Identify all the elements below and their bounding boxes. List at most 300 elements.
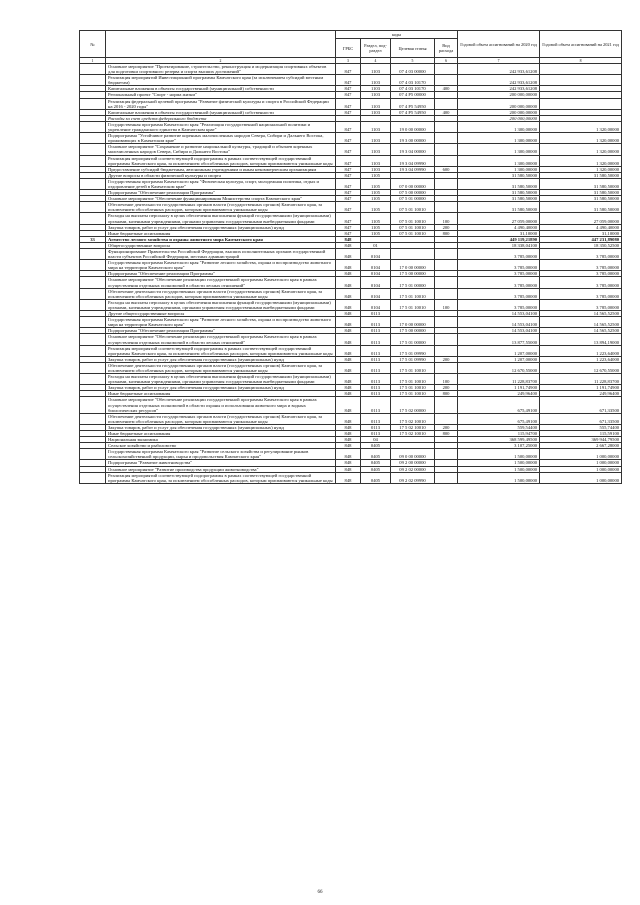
row-target: 07 0 00 00000 — [391, 178, 435, 189]
row-razdel: 1103 — [361, 98, 391, 109]
row-vid — [435, 178, 458, 189]
row-vid — [435, 277, 458, 288]
row-razdel: 0113 — [361, 391, 391, 397]
table-row — [80, 98, 622, 109]
row-razdel: 0113 — [361, 328, 391, 334]
row-number — [80, 345, 106, 356]
row-amount-2020: 559,54400 — [458, 424, 540, 430]
row-grbs: 847 — [336, 155, 361, 166]
row-amount-2020: 1 191,74900 — [458, 385, 540, 391]
row-amount-2021: 3 785,00000 — [540, 288, 622, 299]
row-grbs: 848 — [336, 345, 361, 356]
row-number — [80, 178, 106, 189]
row-amount-2021: 3 785,00000 — [540, 299, 622, 310]
row-grbs: 847 — [336, 178, 361, 189]
row-name: Расходы на выплаты персоналу в целях обеспечения выполнения функций государственными (муниципальными) органами, казенными учреждениями, органами управления государственными внебюджетными фондами — [106, 299, 336, 310]
row-grbs: 847 — [336, 144, 361, 155]
row-target: 07 4 03 00000 — [391, 64, 435, 75]
table-row — [80, 449, 622, 460]
row-target: 17 5 01 00000 — [391, 334, 435, 345]
row-name: Основное мероприятие "Обеспечение реализации государственной программы Камчатского края в рамках осуществления отдельных полномочий в области охраны и использования животного мира и водных биологических ресурсов" — [106, 397, 336, 413]
row-name: Государственная программа Камчатского края "Реализация государственной национальной политики и укрепление гражданского единства в Камчатском крае" — [106, 121, 336, 132]
row-razdel: 1103 — [361, 75, 391, 86]
row-amount-2021: 1 000,00000 — [540, 466, 622, 472]
row-target: 09 0 00 00000 — [391, 449, 435, 460]
row-vid: 100 — [435, 213, 458, 224]
header-vid: Вид расхода — [435, 39, 458, 58]
row-amount-2020: 14 553,04100 — [458, 317, 540, 328]
row-target: 07 5 01 10010 — [391, 224, 435, 230]
row-target: 17 5 02 10010 — [391, 413, 435, 424]
row-amount-2020: 3 785,00000 — [458, 299, 540, 310]
row-vid: 200 — [435, 424, 458, 430]
row-amount-2020: 249,96400 — [458, 391, 540, 397]
row-amount-2021: 671,33500 — [540, 397, 622, 413]
row-amount-2021: 447 231,89080 — [540, 236, 622, 242]
row-amount-2020: 1 300,00000 — [458, 133, 540, 144]
row-grbs: 848 — [336, 271, 361, 277]
page-number: 66 — [317, 890, 323, 895]
row-amount-2020: 4 490,40000 — [458, 224, 540, 230]
row-vid — [435, 397, 458, 413]
row-amount-2020: 31 580,50000 — [458, 172, 540, 178]
row-name: Расходы за счет средств федерального бюджета — [106, 115, 336, 121]
row-number — [80, 288, 106, 299]
row-name: Закупка товаров, работ и услуг для обеспечения государственных (муниципальных) нужд — [106, 424, 336, 430]
row-number — [80, 133, 106, 144]
row-grbs: 847 — [336, 230, 361, 236]
row-amount-2021: 671,33500 — [540, 413, 622, 424]
header-row-top — [80, 31, 622, 39]
row-name: Обеспечение деятельности государственных органов власти (государственных органов) Камчатского края, за исключением обособленных расходов, которым присваиваются уникальные коды — [106, 288, 336, 299]
table-row — [80, 202, 622, 213]
row-razdel: 1105 — [361, 224, 391, 230]
row-amount-2020: 3 785,00000 — [458, 260, 540, 271]
row-name: Государственная программа Камчатского края "Физическая культура, спорт, молодежная политика, отдых и оздоровление детей в Камчатском крае" — [106, 178, 336, 189]
row-amount-2020: 31 580,50000 — [458, 196, 540, 202]
row-amount-2021: 31,10000 — [540, 230, 622, 236]
row-amount-2021: 1 191,74900 — [540, 385, 622, 391]
row-amount-2020: 1 300,00000 — [458, 166, 540, 172]
table-row — [80, 413, 622, 424]
table-row — [80, 121, 622, 132]
row-name: Региональный проект "Спорт - норма жизни" — [106, 92, 336, 98]
row-name: Основное мероприятие "Проектирование, строительство, реконструкция и модернизация спортивных объектов для подготовки спортивного резерва и спорта высших достижений" — [106, 64, 336, 75]
row-amount-2021: 14 565,52500 — [540, 328, 622, 334]
row-razdel: 0113 — [361, 345, 391, 356]
row-razdel: 1105 — [361, 213, 391, 224]
row-amount-2021: 27 059,00000 — [540, 213, 622, 224]
table-row — [80, 397, 622, 413]
row-amount-2021: 555,74400 — [540, 424, 622, 430]
row-amount-2021: 1 000,00000 — [540, 472, 622, 483]
row-vid: 800 — [435, 431, 458, 437]
table-row — [80, 334, 622, 345]
row-amount-2020: 1 500,00000 — [458, 472, 540, 483]
row-target: 19 3 04 09990 — [391, 155, 435, 166]
row-name: Предоставление субсидий бюджетным, автономным учреждениям и иным некоммерческим организациям — [106, 166, 336, 172]
row-vid — [435, 75, 458, 86]
row-amount-2020: 14 553,04100 — [458, 311, 540, 317]
row-vid — [435, 144, 458, 155]
row-amount-2021: 1 000,00000 — [540, 460, 622, 466]
row-vid — [435, 288, 458, 299]
row-grbs: 848 — [336, 311, 361, 317]
row-amount-2020: 14 553,04100 — [458, 328, 540, 334]
row-amount-2020: 1 500,00000 — [458, 449, 540, 460]
row-amount-2020: 675,49100 — [458, 397, 540, 413]
row-amount-2020: 1 500,00000 — [458, 460, 540, 466]
row-amount-2021: 31 580,50000 — [540, 196, 622, 202]
row-grbs: 847 — [336, 92, 361, 98]
row-number — [80, 397, 106, 413]
row-amount-2021: 31 580,50000 — [540, 172, 622, 178]
row-amount-2021: 369 944,79500 — [540, 437, 622, 443]
row-amount-2020: 1 300,00000 — [458, 144, 540, 155]
row-target: 19 3 00 00000 — [391, 133, 435, 144]
header-name — [106, 31, 336, 58]
row-razdel: 0104 — [361, 249, 391, 260]
row-razdel: 0104 — [361, 288, 391, 299]
row-name: Иные бюджетные ассигнования — [106, 391, 336, 397]
row-amount-2021: 1 320,00000 — [540, 144, 622, 155]
row-amount-2021: 31 580,50000 — [540, 202, 622, 213]
row-amount-2020: 449 119,21890 — [458, 236, 540, 242]
row-amount-2021: 31 580,50000 — [540, 190, 622, 196]
row-amount-2020: 31 580,50000 — [458, 190, 540, 196]
row-amount-2020: 200 000,00000 — [458, 98, 540, 109]
row-number — [80, 75, 106, 86]
row-name: Национальная экономика — [106, 437, 336, 443]
table-row — [80, 288, 622, 299]
row-razdel: 1105 — [361, 196, 391, 202]
row-name: Государственная программа Камчатского края "Развитие сельского хозяйства и регулирование рынков сельскохозяйственной продукции, сырья и продовольствия Камчатского края" — [106, 449, 336, 460]
row-vid: 400 — [435, 86, 458, 92]
header-grbs: ГРБС — [336, 39, 361, 58]
row-razdel: 0405 — [361, 460, 391, 466]
header-target: Целевая статья — [391, 39, 435, 58]
row-grbs: 848 — [336, 242, 361, 248]
header-razdel: Раздел, под-раздел — [361, 39, 391, 58]
row-name: Расходы на выплаты персоналу в целях обеспечения выполнения функций государственными (муниципальными) органами, казенными учреждениями, органами управления государственными внебюджетными фондами — [106, 374, 336, 385]
row-target: 17 5 01 10010 — [391, 385, 435, 391]
row-name: Расходы на выплаты персоналу в целях обеспечения выполнения функций государственными (муниципальными) органами, казенными учреждениями, органами управления государственными внебюджетными фондами — [106, 213, 336, 224]
row-name: Иные бюджетные ассигнования — [106, 431, 336, 437]
row-amount-2020: 3 785,00000 — [458, 271, 540, 277]
row-razdel: 1103 — [361, 144, 391, 155]
row-grbs: 847 — [336, 64, 361, 75]
row-amount-2021: 249,96400 — [540, 391, 622, 397]
row-vid: 200 — [435, 224, 458, 230]
row-grbs: 847 — [336, 196, 361, 202]
row-razdel: 1103 — [361, 109, 391, 115]
row-razdel: 1103 — [361, 64, 391, 75]
row-target: 09 2 00 00000 — [391, 460, 435, 466]
row-razdel: 1103 — [361, 121, 391, 132]
row-amount-2020: 242 933,61208 — [458, 75, 540, 86]
row-amount-2020: 1 207,00000 — [458, 345, 540, 356]
row-razdel: 1105 — [361, 202, 391, 213]
row-amount-2020: 368 599,49500 — [458, 437, 540, 443]
row-vid — [435, 449, 458, 460]
row-amount-2021 — [540, 98, 622, 109]
col-index: 3 — [336, 58, 361, 64]
row-amount-2020: 3 785,00000 — [458, 277, 540, 288]
row-target: 19 3 04 00000 — [391, 144, 435, 155]
table-row — [80, 345, 622, 356]
row-grbs: 847 — [336, 109, 361, 115]
row-target: 19 0 00 00000 — [391, 121, 435, 132]
row-amount-2020: 13 877,55000 — [458, 334, 540, 345]
row-amount-2021: 1 320,00000 — [540, 166, 622, 172]
row-vid — [435, 121, 458, 132]
row-amount-2021: 1 320,00000 — [540, 133, 622, 144]
row-name: Обеспечение деятельности государственных органов власти (государственных органов) Камчатского края, за исключением обособленных расходов, которым присваиваются уникальные коды — [106, 202, 336, 213]
row-target — [391, 249, 435, 260]
row-number — [80, 277, 106, 288]
budget-table-sheet — [79, 30, 621, 484]
row-grbs: 847 — [336, 213, 361, 224]
row-amount-2021 — [540, 75, 622, 86]
row-amount-2020: 31,10000 — [458, 230, 540, 236]
row-target: 17 5 01 00000 — [391, 277, 435, 288]
col-index: 1 — [80, 58, 106, 64]
row-grbs: 848 — [336, 299, 361, 310]
row-name: Обеспечение деятельности государственных органов власти (государственных органов) Камчатского края, за исключением обособленных расходов, которым присваиваются уникальные коды — [106, 413, 336, 424]
row-target: 17 5 01 10010 — [391, 288, 435, 299]
row-vid — [435, 362, 458, 373]
row-amount-2021: 115,59100 — [540, 431, 622, 437]
row-name: Основное мероприятие "Обеспечение реализации государственной программы Камчатского края в рамках осуществления отдельных полномочий в области лесных отношений" — [106, 277, 336, 288]
row-name: Реализация федеральной целевой программы "Развитие физической культуры и спорта в Российской Федерации на 2016 - 2020 годы" — [106, 98, 336, 109]
table-row — [80, 178, 622, 189]
row-target: 07 4 03 10170 — [391, 75, 435, 86]
row-number — [80, 64, 106, 75]
row-amount-2021: 3 785,00000 — [540, 249, 622, 260]
row-name: Капитальные вложения в объекты государственной (муниципальной) собственности — [106, 109, 336, 115]
row-vid — [435, 317, 458, 328]
row-target: 17 5 01 09990 — [391, 356, 435, 362]
row-target: 17 5 00 00000 — [391, 328, 435, 334]
row-grbs: 848 — [336, 236, 361, 242]
row-grbs: 847 — [336, 121, 361, 132]
row-amount-2020: 18 338,04100 — [458, 242, 540, 248]
row-amount-2021 — [540, 64, 622, 75]
row-grbs: 847 — [336, 224, 361, 230]
table-row — [80, 362, 622, 373]
row-amount-2020: 12 670,55000 — [458, 362, 540, 373]
row-razdel: 0113 — [361, 356, 391, 362]
row-amount-2021: 3 785,00000 — [540, 260, 622, 271]
row-amount-2021: 1 320,00000 — [540, 155, 622, 166]
row-grbs: 848 — [336, 277, 361, 288]
row-name: Подпрограмма "Развитие животноводства" — [106, 460, 336, 466]
row-razdel: 0405 — [361, 449, 391, 460]
row-amount-2020: 200 000,00000 — [458, 109, 540, 115]
row-target: 17 5 02 00000 — [391, 397, 435, 413]
row-grbs: 847 — [336, 86, 361, 92]
col-index: 4 — [361, 58, 391, 64]
row-vid — [435, 98, 458, 109]
row-target: 07 4 P5 00000 — [391, 92, 435, 98]
row-number — [80, 249, 106, 260]
header-codes-group: коды — [336, 31, 458, 39]
row-name: Другие вопросы в области физической культуры и спорта — [106, 172, 336, 178]
row-target: 07 5 01 10010 — [391, 230, 435, 236]
row-amount-2021: 3 785,00000 — [540, 271, 622, 277]
row-target: 07 4 03 10170 — [391, 86, 435, 92]
row-razdel: 0113 — [361, 334, 391, 345]
row-name: Реализация мероприятий соответствующей подпрограммы в рамках соответствующей государственной программы Камчатского края, за исключением обособленных расходов, которым присваиваются уникальные коды — [106, 345, 336, 356]
row-target: 17 5 01 10010 — [391, 362, 435, 373]
row-razdel: 0104 — [361, 299, 391, 310]
row-amount-2020: 31 580,50000 — [458, 202, 540, 213]
row-target: 07 5 01 10010 — [391, 202, 435, 213]
row-name: Основное мероприятие "Сохранение и развитие национальной культуры, традиций и обычаев коренных малочисленных народов Севера, Сибири и Дальнего Востока" — [106, 144, 336, 155]
row-grbs: 848 — [336, 443, 361, 449]
row-razdel: 0113 — [361, 397, 391, 413]
row-grbs: 848 — [336, 472, 361, 483]
row-razdel: 0104 — [361, 271, 391, 277]
row-grbs: 848 — [336, 460, 361, 466]
row-target: 17 5 02 10010 — [391, 431, 435, 437]
row-name: Подпрограмма "Обеспечение реализации Программы" — [106, 328, 336, 334]
row-name: Подпрограмма "Обеспечение реализации Программы" — [106, 271, 336, 277]
row-amount-2021: 2 667,28000 — [540, 443, 622, 449]
col-index: 8 — [540, 58, 622, 64]
row-razdel: 1105 — [361, 178, 391, 189]
row-number — [80, 334, 106, 345]
row-grbs: 848 — [336, 374, 361, 385]
row-name: Иные бюджетные ассигнования — [106, 230, 336, 236]
table-row — [80, 144, 622, 155]
row-name: Обеспечение деятельности государственных органов власти (государственных органов) Камчатского края, за исключением обособленных расходов, которым присваиваются уникальные коды — [106, 362, 336, 373]
row-target: 07 5 00 00000 — [391, 190, 435, 196]
row-vid: 100 — [435, 299, 458, 310]
table-row — [80, 317, 622, 328]
row-amount-2020: 3 785,00000 — [458, 249, 540, 260]
row-name: Государственная программа Камчатского края "Развитие лесного хозяйства, охрана и воспроизводство животного мира на территории Камчатского края" — [106, 317, 336, 328]
row-name: Общегосударственные вопросы — [106, 242, 336, 248]
row-razdel: 0113 — [361, 311, 391, 317]
row-target: 19 3 04 09990 — [391, 166, 435, 172]
row-razdel: 0113 — [361, 413, 391, 424]
row-grbs: 847 — [336, 166, 361, 172]
row-vid: 800 — [435, 391, 458, 397]
row-vid — [435, 260, 458, 271]
table-row — [80, 472, 622, 483]
row-target: 07 5 01 10010 — [391, 213, 435, 224]
row-grbs: 848 — [336, 413, 361, 424]
row-grbs: 848 — [336, 449, 361, 460]
row-name: Другие общегосударственные вопросы — [106, 311, 336, 317]
row-amount-2021: 1 223,64000 — [540, 345, 622, 356]
row-number — [80, 260, 106, 271]
row-amount-2020: 242 933,61208 — [458, 86, 540, 92]
row-amount-2021: 4 490,40000 — [540, 224, 622, 230]
row-name: Подпрограмма "Обеспечение реализации Программы" — [106, 190, 336, 196]
row-vid — [435, 334, 458, 345]
row-target: 09 2 02 09990 — [391, 472, 435, 483]
row-amount-2021: 12 670,55000 — [540, 362, 622, 373]
row-target: 17 5 00 00000 — [391, 271, 435, 277]
row-razdel: 0113 — [361, 385, 391, 391]
table-row — [80, 213, 622, 224]
row-amount-2020: 31 580,50000 — [458, 178, 540, 189]
table-row — [80, 155, 622, 166]
row-amount-2021: 31 580,50000 — [540, 178, 622, 189]
row-razdel: 0405 — [361, 472, 391, 483]
row-vid — [435, 155, 458, 166]
row-amount-2020: 200 000,00000 — [458, 92, 540, 98]
row-target: 09 2 02 00000 — [391, 466, 435, 472]
row-razdel: 0104 — [361, 260, 391, 271]
row-grbs: 848 — [336, 334, 361, 345]
table-row — [80, 299, 622, 310]
row-number — [80, 213, 106, 224]
table-row — [80, 64, 622, 75]
row-number — [80, 202, 106, 213]
row-grbs: 847 — [336, 98, 361, 109]
row-grbs: 848 — [336, 288, 361, 299]
col-index: 5 — [391, 58, 435, 64]
row-name: Закупка товаров, работ и услуг для обеспечения государственных (муниципальных) нужд — [106, 224, 336, 230]
row-amount-2020: 675,49100 — [458, 413, 540, 424]
header-num: № — [80, 31, 106, 58]
row-number — [80, 472, 106, 483]
row-vid — [435, 133, 458, 144]
row-number — [80, 413, 106, 424]
row-grbs: 848 — [336, 431, 361, 437]
row-razdel: 01 — [361, 242, 391, 248]
row-number — [80, 374, 106, 385]
row-name: Закупка товаров, работ и услуг для обеспечения государственных (муниципальных) нужд — [106, 356, 336, 362]
col-index: 7 — [458, 58, 540, 64]
row-grbs: 848 — [336, 260, 361, 271]
row-amount-2020: 1 300,00000 — [458, 121, 540, 132]
row-amount-2020: 3 785,00000 — [458, 288, 540, 299]
row-grbs: 848 — [336, 328, 361, 334]
row-name: Закупка товаров, работ и услуг для обеспечения государственных (муниципальных) нужд — [106, 385, 336, 391]
row-target: 07 4 P5 54950 — [391, 109, 435, 115]
row-grbs: 847 — [336, 190, 361, 196]
row-grbs: 848 — [336, 391, 361, 397]
row-name: Сельское хозяйство и рыболовство — [106, 443, 336, 449]
row-razdel: 1105 — [361, 190, 391, 196]
row-razdel: 0405 — [361, 466, 391, 472]
row-vid: 400 — [435, 109, 458, 115]
row-amount-2021: 18 350,52500 — [540, 242, 622, 248]
row-vid — [435, 413, 458, 424]
header-vol-2021: Годовой объем ассигнований на 2021 год — [540, 31, 622, 58]
row-amount-2021: 11 228,83700 — [540, 374, 622, 385]
table-row — [80, 133, 622, 144]
row-name: Реализация мероприятий Инвестиционной программы Камчатского края (за исключением субсидий местным бюджетам) — [106, 75, 336, 86]
row-grbs: 847 — [336, 172, 361, 178]
row-razdel: 0113 — [361, 362, 391, 373]
row-name: Капитальные вложения в объекты государственной (муниципальной) собственности — [106, 86, 336, 92]
row-grbs: 848 — [336, 424, 361, 430]
row-amount-2020: 3 107,25000 — [458, 443, 540, 449]
row-amount-2020: 1 207,00000 — [458, 356, 540, 362]
table-row — [80, 249, 622, 260]
header-vol-2020: Годовой объем ассигнований на 2020 год — [458, 31, 540, 58]
row-number — [80, 362, 106, 373]
row-name: Основное мероприятие "Обеспечение функционирования Министерства спорта Камчатского края" — [106, 196, 336, 202]
row-amount-2020: 115,94700 — [458, 431, 540, 437]
row-name: Государственная программа Камчатского края "Развитие лесного хозяйства, охрана и воспроизводство животного мира на территории Камчатского края" — [106, 260, 336, 271]
table-row — [80, 374, 622, 385]
